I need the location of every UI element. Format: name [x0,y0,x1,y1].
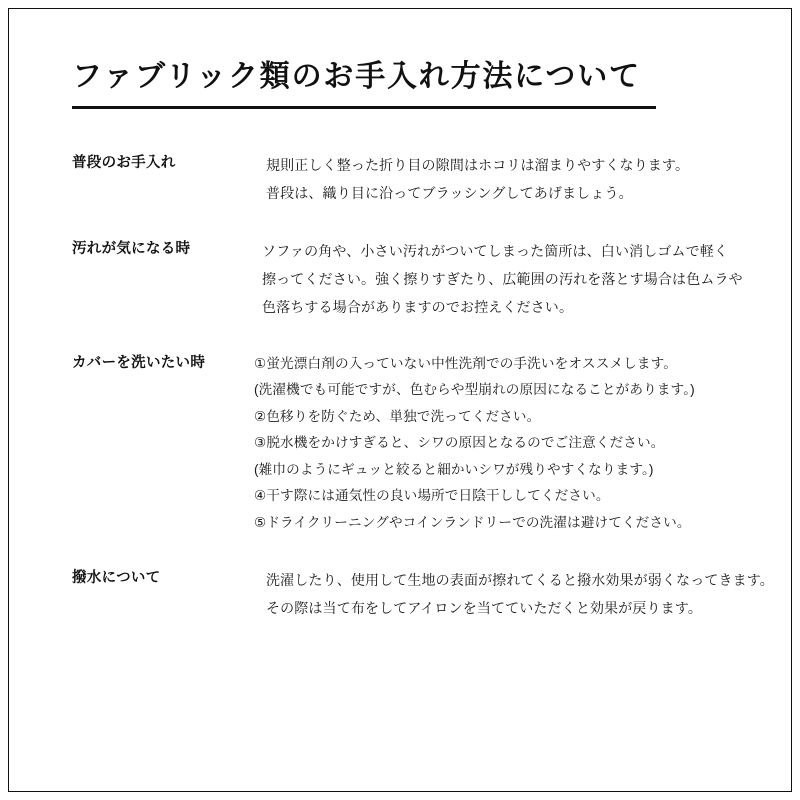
text-line: ②色移りを防ぐため、単独で洗ってください。 [254,408,541,424]
section-stain-care [72,237,743,321]
title-underline [72,106,656,109]
text-line: 規則正しく整った折り目の隙間はホコリは溜まりやすくなります。 [266,156,690,173]
text-line: ⑤ドライクリーニングやコインランドリーでの洗濯は避けてください。 [254,514,691,530]
section-water-repellency [72,566,774,622]
text-line: 洗濯したり、使用して生地の表面が擦れてくると撥水効果が弱くなってきます。 [266,572,774,588]
text-line: ③脱水機をかけすぎると、シワの原因となるのでご注意ください。 [254,435,665,450]
text-line: 色落ちする場合がありますのでお控えください。 [262,298,574,315]
page-title: ファブリック類のお手入れ方法について [72,60,641,93]
text-line: ①蛍光漂白剤の入っていない中性洗剤での手洗いをオススメします。 [254,355,677,371]
text-line: (洗濯機でも可能ですが、色むらや型崩れの原因になることがあります。) [254,382,695,397]
section-label-daily-care: 普段のお手入れ [72,154,176,171]
section-label-cover-washing: カバーを洗いたい時 [72,354,206,371]
text-line: その際は当て布をしてアイロンを当てていただくと効果が戻ります。 [266,600,702,616]
text-line: (雑巾のようにギュッと絞ると細かいシワが残りやすくなります。) [254,461,654,477]
text-line: 擦ってください。強く擦りすぎたり、広範囲の汚れを落とす場合は色ムラや [262,270,743,287]
section-body-stain-care [262,237,743,321]
text-line: 普段は、織り目に沿ってブラッシングしてあげましょう。 [266,184,633,201]
section-daily-care [72,151,738,207]
section-label-water-repellency: 撥水について [72,570,161,586]
title-block [72,58,738,109]
text-line: ソファの角や、小さい汚れがついてしまった箇所は、白い消しゴムで軽く [262,242,729,259]
section-label-stain-care: 汚れが気になる時 [72,240,191,257]
section-cover-washing [72,351,738,537]
section-body-water-repellency [266,566,774,622]
section-body-daily-care [266,151,738,207]
section-body-cover-washing [254,351,738,537]
text-line: ④干す際には通気性の良い場所で日陰干ししてください。 [254,488,610,503]
